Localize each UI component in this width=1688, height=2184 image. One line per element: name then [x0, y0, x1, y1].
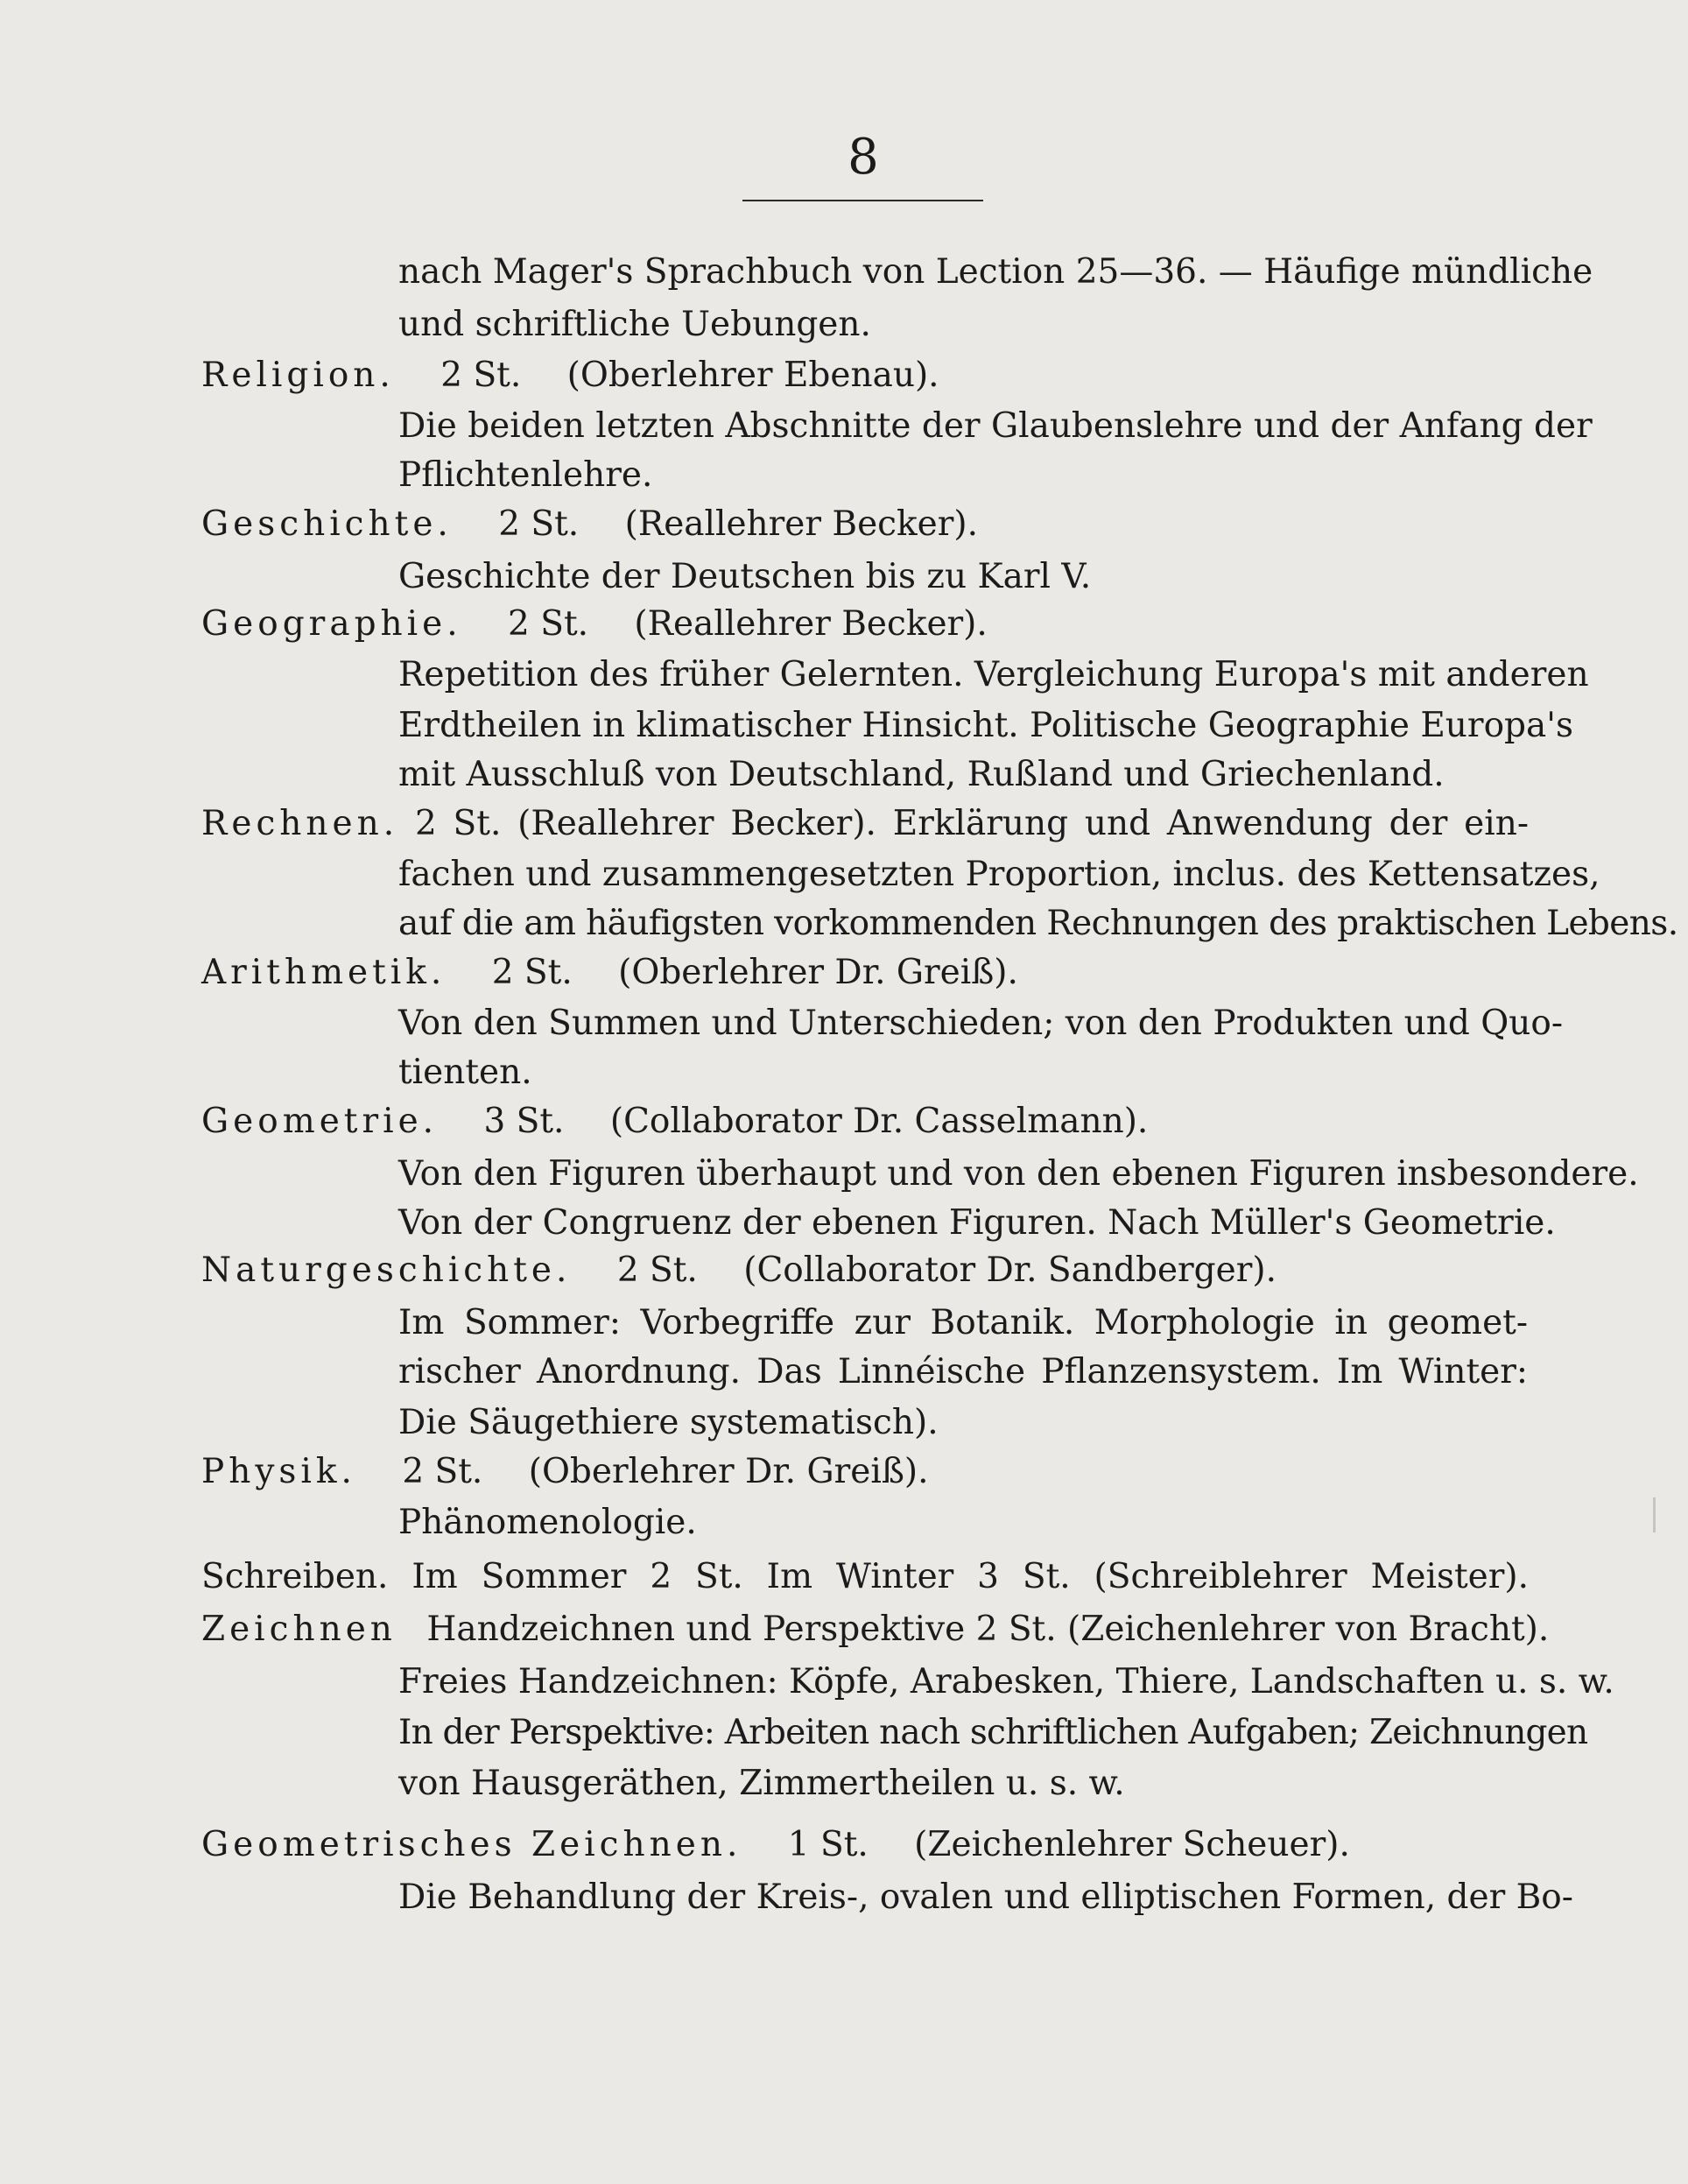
subject-teacher: (Oberlehrer Dr. Greiß). [528, 1452, 929, 1491]
text-line: Von den Summen und Unterschieden; von den Produkten und Quo- [398, 1004, 1564, 1043]
text-line: Die Säugethiere systematisch). [398, 1403, 939, 1442]
stain-mark [1653, 1497, 1656, 1532]
subject-details: Im Sommer 2 St. Im Winter 3 St. (Schreiblehrer Meister). [411, 1557, 1529, 1596]
subject-name: Religion. [201, 356, 395, 395]
subject-name: Physik. [201, 1452, 356, 1491]
subject-hours: 2 St. [498, 504, 580, 544]
subject-heading-geschichte [201, 503, 978, 546]
page-number: 8 [848, 129, 879, 186]
subject-name: Zeichnen [201, 1610, 397, 1649]
subject-name: Rechnen. [201, 804, 399, 843]
page-number-rule [742, 200, 983, 201]
subject-teacher: (Reallehrer Becker). [517, 804, 876, 843]
subject-name: Geographie. [201, 604, 462, 644]
subject-heading-geographie [201, 602, 988, 646]
text-line: und schriftliche Uebungen. [398, 305, 871, 344]
text-line: Im Sommer: Vorbegriffe zur Botanik. Morphologie in geomet- [398, 1303, 1528, 1342]
subject-hours: 2 St. [414, 804, 502, 843]
subject-heading-arithmetik [201, 951, 1018, 995]
subject-name: Geschichte. [201, 504, 453, 544]
subject-heading-naturgeschichte [201, 1249, 1277, 1293]
subject-heading-zeichnen [201, 1608, 1549, 1652]
text-line: Von den Figuren überhaupt und von den ebenen Figuren insbesondere. [398, 1154, 1639, 1194]
text-line: Pflichtenlehre. [398, 455, 653, 495]
subject-heading-religion [201, 354, 939, 398]
subject-teacher: (Oberlehrer Dr. Greiß). [618, 953, 1018, 992]
subject-name: Schreiben. [201, 1557, 389, 1596]
subject-name: Geometrie. [201, 1102, 439, 1141]
subject-hours: 2 St. [616, 1251, 698, 1290]
text-line: In der Perspektive: Arbeiten nach schriftlichen Aufgaben; Zeichnungen [398, 1713, 1588, 1752]
subject-hours: 2 St. [440, 356, 522, 395]
text-line: tienten. [398, 1053, 532, 1092]
text-line: Geschichte der Deutschen bis zu Karl V. [398, 557, 1092, 596]
subject-teacher: (Collaborator Dr. Sandberger). [743, 1251, 1277, 1290]
text-line: Phänomenologie. [398, 1503, 697, 1542]
subject-hours: 2 St. [491, 953, 573, 992]
text-line: Die Behandlung der Kreis-, ovalen und elliptischen Formen, der Bo- [398, 1878, 1573, 1917]
subject-teacher: (Oberlehrer Ebenau). [566, 356, 939, 395]
subject-teacher: (Zeichenlehrer Scheuer). [914, 1825, 1350, 1864]
text-line: Die beiden letzten Abschnitte der Glaubenslehre und der Anfang der [398, 406, 1593, 446]
subject-content: Erklärung und Anwendung der ein- [892, 804, 1530, 843]
text-line: mit Ausschluß von Deutschland, Rußland und Griechenland. [398, 755, 1445, 794]
subject-hours: 3 St. [483, 1102, 565, 1141]
subject-hours: 2 St. [508, 604, 589, 644]
text-line: Erdtheilen in klimatischer Hinsicht. Politische Geographie Europa's [398, 706, 1573, 745]
subject-details: Handzeichnen und Perspektive 2 St. (Zeichenlehrer von Bracht). [426, 1610, 1550, 1649]
text-line: Freies Handzeichnen: Köpfe, Arabesken, Thiere, Landschaften u. s. w. [398, 1662, 1614, 1701]
subject-teacher: (Reallehrer Becker). [624, 504, 978, 544]
text-line: Repetition des früher Gelernten. Vergleichung Europa's mit anderen [398, 655, 1589, 694]
subject-name: Naturgeschichte. [201, 1251, 572, 1290]
subject-heading-schreiben [201, 1555, 1529, 1599]
subject-hours: 1 St. [787, 1825, 869, 1864]
text-line: fachen und zusammengesetzten Proportion, inclus. des Kettensatzes, [398, 855, 1600, 894]
subject-heading-rechnen [201, 802, 1529, 846]
subject-heading-geometrie [201, 1100, 1148, 1144]
text-line: Von der Congruenz der ebenen Figuren. Nach Müller's Geometrie. [398, 1203, 1556, 1243]
text-line: von Hausgeräthen, Zimmertheilen u. s. w. [398, 1764, 1125, 1803]
subject-heading-physik [201, 1450, 928, 1494]
text-line: auf die am häufigsten vorkommenden Rechnungen des praktischen Lebens. [398, 904, 1678, 943]
text-line: rischer Anordnung. Das Linnéische Pflanzensystem. Im Winter: [398, 1352, 1528, 1391]
subject-teacher: (Reallehrer Becker). [634, 604, 988, 644]
text-line: nach Mager's Sprachbuch von Lection 25—36. — Häufige mündliche [398, 252, 1593, 292]
subject-name: Arithmetik. [201, 953, 447, 992]
subject-hours: 2 St. [402, 1452, 483, 1491]
subject-teacher: (Collaborator Dr. Casselmann). [609, 1102, 1149, 1141]
subject-name: Geometrisches Zeichnen. [201, 1825, 742, 1864]
subject-heading-geometrisches-zeichnen [201, 1823, 1350, 1867]
